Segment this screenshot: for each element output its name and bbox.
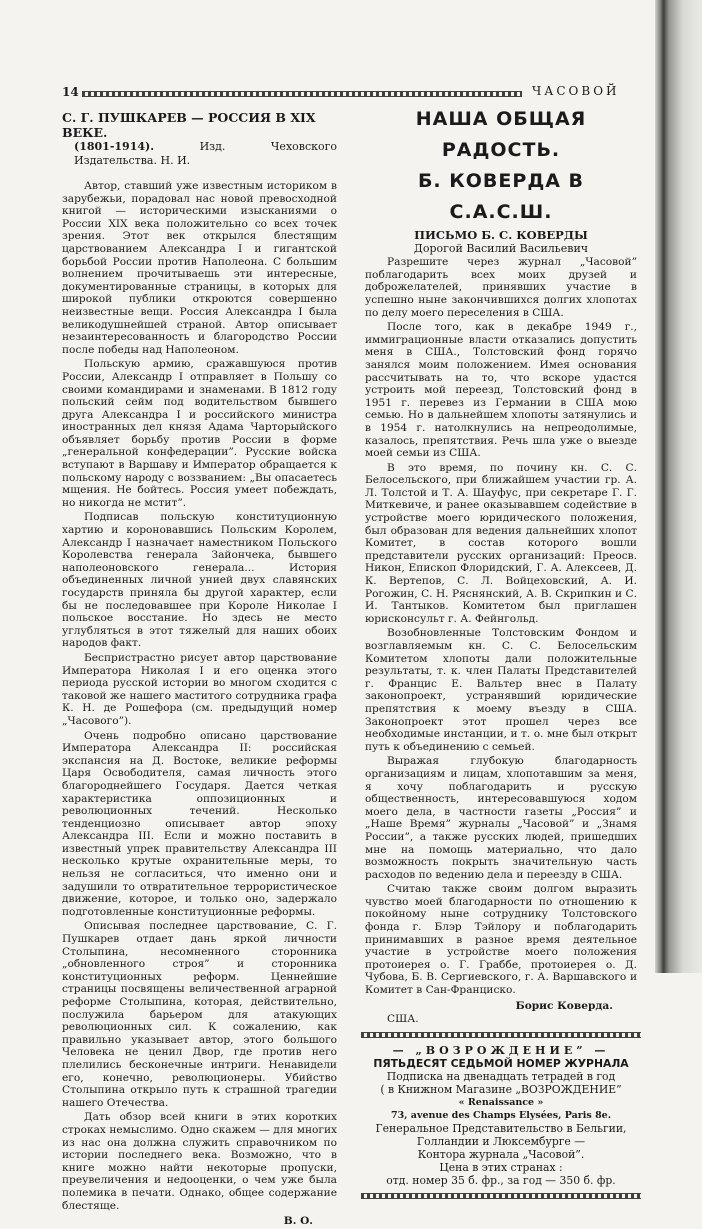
advert-line: Генеральное Представительство в Бельгии, [375, 1121, 627, 1135]
advert-line: Контора журнала „Часовой”. [417, 1147, 585, 1161]
review-title: С. Г. ПУШКАРЕВ — РОССИЯ В XIX ВЕКЕ. [62, 110, 316, 140]
review-paragraph: Очень подробно описано царствование Императора Александра II: российская экспансия на Д. Востоке, великие реформы Царя Освободителя, самая личность этого благороднейшего Государя. Дается четкая характеристика оппозиционных и революционных течений. Несколько тенденциозно описывает автор эпоху Александра III. Если и можно поставить в известный упрек правительству Александра III несколько крутые охранительные меры, то нельзя не согласиться, что именно они и задушили то отвратительное террористическое движение, которое, и только оно, задержало подготовленные конституционные реформы. [62, 729, 337, 918]
review-paragraph: Беспристрастно рисует автор царствование Императора Николая I и его оценка этого периода русской истории во многом сходится с таковой же нашего маститого сотрудника графа К. Н. де Рошефора (см. предыдущий номер „Часового”). [62, 651, 337, 727]
advert-line: « Renaissance » [458, 1096, 544, 1108]
headline-2: Б. КОВЕРДА В С.А.С.Ш. [417, 170, 585, 223]
review-years: (1801-1914). [74, 140, 155, 153]
koverda-article [365, 104, 637, 1205]
advert-bottom-rule [361, 1193, 641, 1199]
letter-signature: Борис Коверда. [515, 999, 613, 1012]
letter-paragraph: Возобновленные Толстовским Фондом и возглавляемым кн. С. С. Белосельским Комитетом хлопоты дали положительные результаты, т. к. член Палаты Представителей г. Францис Е. Вальтер внес в Палату законопроект, устранявший юридические препятствия к моему въезду в США. Законопроект этот прошел через все необходимые инстанции, и т. о. мне был открыт путь к объединению с семьей. [365, 627, 637, 753]
adjacent-page-edge [655, 0, 702, 973]
advert-line: Цена в этих странах : [439, 1160, 563, 1174]
page-number: 14 [62, 85, 79, 99]
salutation: Дорогой Василий Васильевич [413, 241, 589, 255]
book-review [62, 110, 337, 1229]
review-paragraph: Дать обзор всей книги в этих коротких строках немыслимо. Одно скажем — для многих из нас она должна служить справочником по истории последнего века. Возможно, что в книге можно найти некоторые пропуски, преувеличения и недооценки, о чем уже была полемика в печати. Однако, общее содержание блестяще. [62, 1111, 337, 1212]
letter-paragraph: В это время, по почину кн. С. С. Белосельского, при ближайшем участии гр. А. Л. Толстой и Т. А. Шауфус, при секретаре Г. Г. Миткевиче, и ранее оказывавшем содействие в устройстве моего юридического положения, был образован для ведения дальнейших хлопот Комитет, в состав которого вошли представители русских организаций: Преосв. Никон, Епископ Флоридский, Г. А. Алексеев, Д. К. Вертепов, С. Л. Войцеховский, А. И. Рогожин, С. Н. Ряснянский, А. В. Скрипкин и С. И. Тантыков. Комитетом был приглашен юрисконсульт г. А. Фейнгольд. [365, 461, 637, 625]
letter-paragraph: Разрешите через журнал „Часовой” поблагодарить всех моих друзей и доброжелателей, принявших участие в успешно ныне закончившихся долгих хлопотах по делу моего переселения в США. [365, 256, 637, 319]
vozrozhdenie-advert [365, 1044, 637, 1187]
review-subtitle [74, 140, 337, 168]
review-paragraph: Автор, ставший уже известным историком в зарубежьи, порадовал нас новой превосходной книгой — историческими изысканиями о России XIX века положительно со всех точек зрения. Этот век открылся блестящим царствованием Александра I и гигантской борьбой России против Наполеона. С большим волнением прочитываешь эти интересные, документированные страницы, в которых для широкой публики откроются совершенно неизвестные вещи. Россия Александра I была великодушнейшей страной. Автор описывает незаинтересованность и благородство России после победы над Наполеоном. [62, 180, 337, 356]
letter-heading: ПИСЬМО Б. С. КОВЕРДЫ [414, 228, 588, 242]
review-paragraph: Польскую армию, сражавшуюся против России, Александр I отправляет в Польшу со своими командирами и знаменами. В 1812 году польский сейм под водительством бывшего друга Александра I и российского министра иностранных дел князя Адама Чарторыйского объявляет борьбу против России в форме „генеральной конфедерации”. Русские войска вступают в Варшаву и Император обращается к польскому народу с воззванием: „Вы опасаетесь мщения. Не бойтесь. Россия умеет побеждать, но никогда не мстит”. [62, 358, 337, 509]
review-publisher: Изд. Чеховского Издательства. Н. И. [74, 140, 338, 167]
advert-line: ( в Книжном Магазине „ВОЗРОЖДЕНИЕ” [380, 1082, 622, 1096]
advert-title: — „ВОЗРОЖДЕНИЕ” — [392, 1043, 610, 1057]
letter-place: США. [387, 1013, 419, 1026]
advert-price: отд. номер 35 б. фр., за год — 350 б. фр. [386, 1173, 616, 1187]
advert-issue: ПЯТЬДЕСЯТ СЕДЬМОЙ НОМЕР ЖУРНАЛА [373, 1056, 629, 1070]
review-paragraph: Описывая последнее царствование, С. Г. Пушкарев отдает дань яркой личности Столыпина, несомненного сторонника „обновленного строя” и сторонника конституционных реформ. Ценнейшие страницы посвящены величественной аграрной реформе Столыпина, которая, действительно, послужила барьером для атакующих революционных сил. К сожалению, как правильно указывает автор, этого большого Человека не ценил Двор, где против него плелились бесконечные интриги. Ненавидели его, конечно, революционеры. Убийство Столыпина открыло путь к страшной трагедии нашего Отечества. [62, 920, 337, 1109]
advert-address: 73, avenue des Champs Elysées, Paris 8e. [390, 1109, 612, 1121]
headline-1: НАША ОБЩАЯ РАДОСТЬ. [415, 108, 587, 161]
letter-paragraph: Выражая глубокую благодарность организациям и лицам, хлопотавшим за меня, я хочу поблагодарить и русскую общественность, интересовавшуюся ходом моего дела, в частности газеты „Россия” и „Наше Время” журналы „Часовой” и „Знамя России”, а также русских людей, пришедших мне на помощь материально, что дало возможность покрыть значительную часть расходов по ведению дела и переезду в США. [365, 755, 637, 881]
advert-top-rule [361, 1032, 641, 1038]
header-rule [82, 91, 522, 97]
running-title: ЧАСОВОЙ [532, 84, 620, 98]
advert-line: Подписка на двенадцать тетрадей в год [386, 1069, 616, 1083]
advert-line: Голландии и Люксембурге — [416, 1134, 586, 1148]
review-paragraph: Подписав польскую конституционную хартию и короновавшись Польским Королем, Александр I назначает наместником Польского Королевства генерала Зайончека, бывшего наполеоновского генерала... История объединенных личной унией двух славянских государств приняла бы другой характер, если бы не последовавшее при Короле Николае I польское восстание. Но здесь не место углубляться в этот тяжелый для наших обоих народов факт. [62, 511, 337, 650]
letter-paragraph: Считаю также своим долгом выразить чувство моей благодарности по отношению к покойному ныне сотруднику Толстовского фонда г. Блэр Тэйлору и поблагодарить принимавших в разное время деятельное участие в устройстве моего положения протоиерея о. Г. Граббе, протоиерея о. Д. Чубова, Б. В. Сергиевского, г. А. Варшавского и Комитет в Сан-Франциско. [365, 883, 637, 997]
letter-paragraph: После того, как в декабре 1949 г., иммиграционные власти отказались допустить меня в США., Толстовский фонд горячо занялся моим положением. Имея основания рассчитывать на то, что вскоре удастся устроить мой переезд, Толстовский фонд в 1951 г. перевез из Германии в США мою семью. Но в дальнейшем хлопоты затянулись и в 1954 г. натолкнулись на непреодолимые, казалось, препятствия. Речь шла уже о выезде моей семьи из США. [365, 321, 637, 460]
review-signature: В. О. [283, 1215, 313, 1228]
